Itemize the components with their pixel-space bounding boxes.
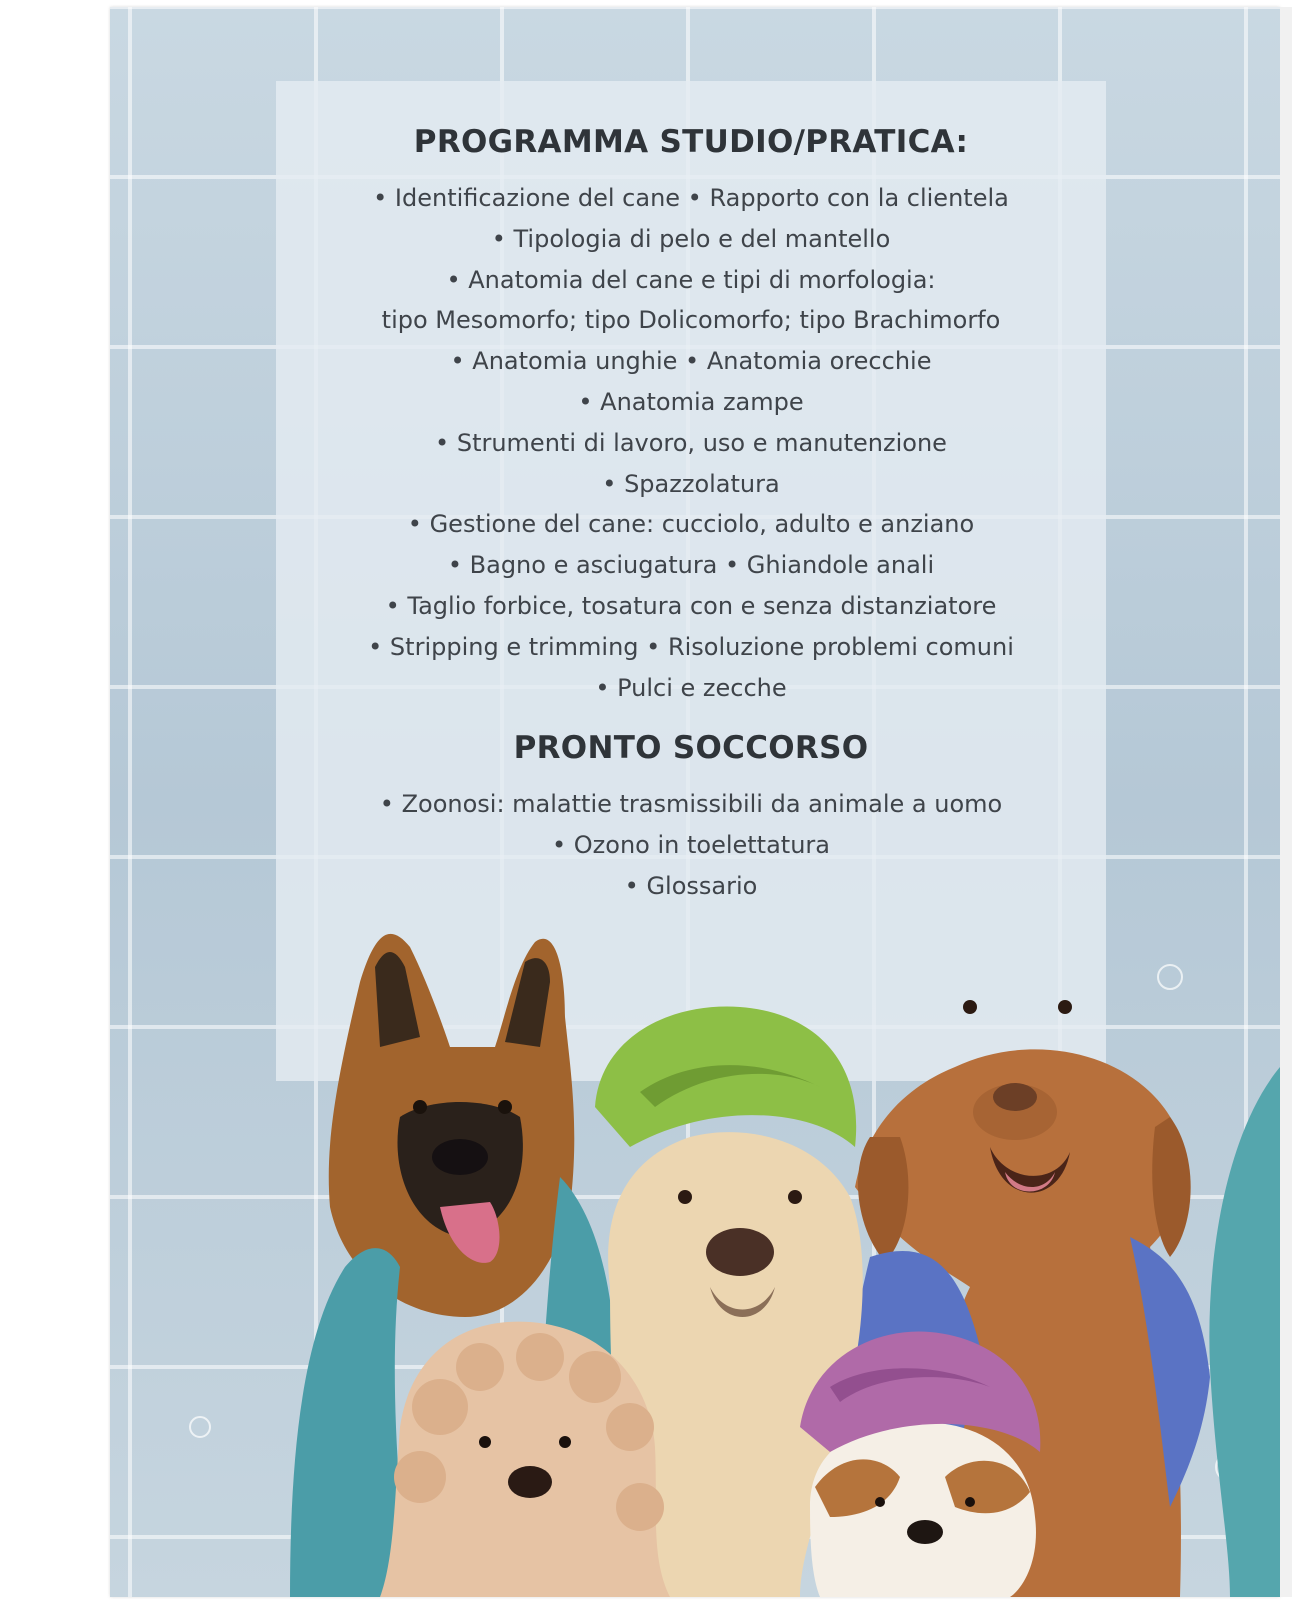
program-item: • Stripping e trimming • Risoluzione problemi comuni xyxy=(368,632,1014,661)
first-aid-item: • Ozono in toelettatura xyxy=(551,831,830,860)
program-item: • Bagno e asciugatura • Ghiandole anali xyxy=(447,551,935,580)
first-aid-item: • Zoonosi: malattie trasmissibili da animale a uomo xyxy=(379,790,1003,819)
program-item: • Pulci e zecche xyxy=(595,673,787,702)
program-item: • Anatomia zampe xyxy=(578,387,804,416)
program-item: • Identificazione del cane • Rapporto con la clientela xyxy=(373,184,1009,212)
program-item: • Gestione del cane: cucciolo, adulto e anziano xyxy=(407,510,975,539)
jack-russell-dog-icon xyxy=(800,1332,1040,1597)
program-item: • Taglio forbice, tosatura con e senza distanziatore xyxy=(385,591,997,620)
dogs-photo xyxy=(110,907,1280,1597)
course-content xyxy=(276,112,1106,907)
program-item: tipo Mesomorfo; tipo Dolicomorfo; tipo Brachimorfo xyxy=(381,306,1001,335)
first-aid-heading: PRONTO SOCCORSO xyxy=(513,730,869,767)
dogs-illustration xyxy=(110,907,1280,1597)
program-item: • Strumenti di lavoro, uso e manutenzione xyxy=(435,428,947,457)
program-item: • Anatomia unghie • Anatomia orecchie xyxy=(450,347,932,376)
first-aid-list xyxy=(276,784,1106,906)
page-edge xyxy=(1280,7,1292,1597)
flyer-page xyxy=(110,7,1280,1597)
program-heading: PROGRAMMA STUDIO/PRATICA: xyxy=(413,124,969,160)
program-item: • Anatomia del cane e tipi di morfologia: xyxy=(446,265,936,294)
program-item: • Tipologia di pelo e del mantello xyxy=(491,224,891,253)
program-item: • Spazzolatura xyxy=(602,469,780,498)
program-list xyxy=(276,178,1106,708)
first-aid-item: • Glossario xyxy=(624,871,758,900)
